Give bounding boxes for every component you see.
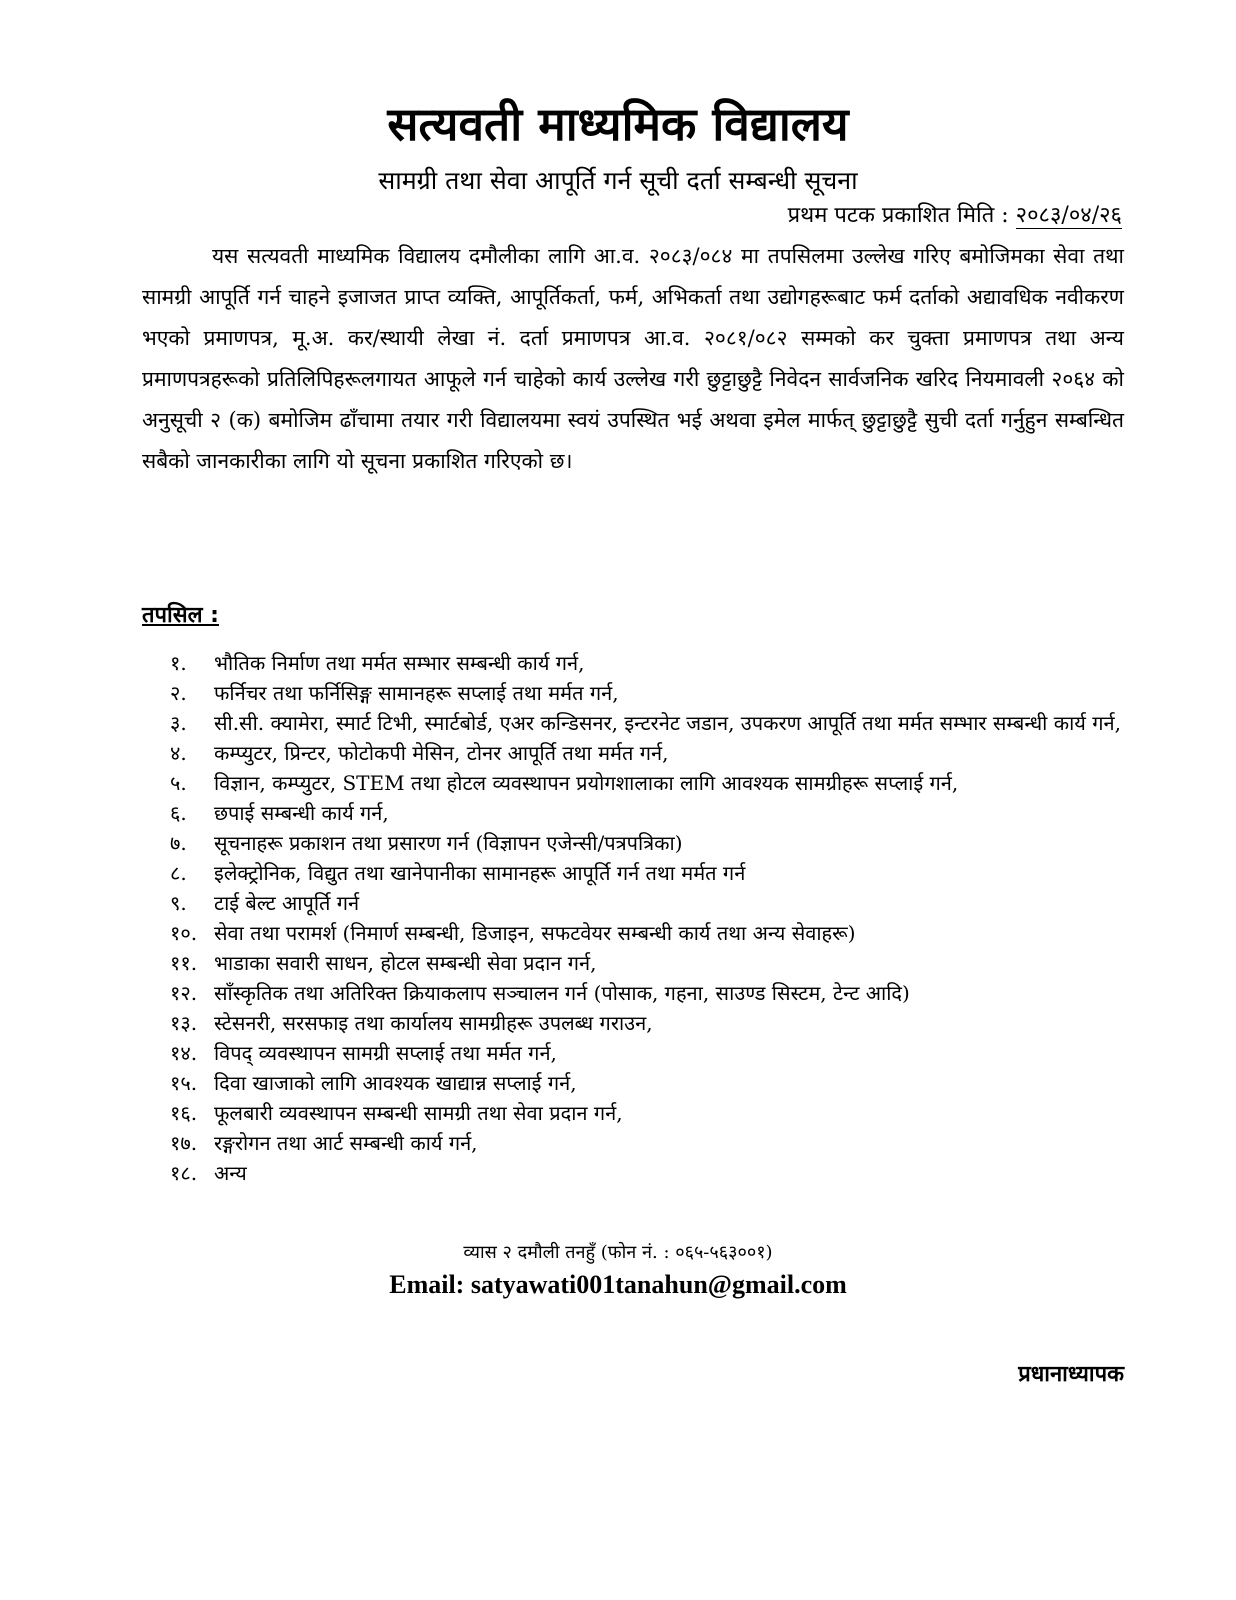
list-item-text: सेवा तथा परामर्श (निमार्ण सम्बन्धी, डिजाइन, सफटवेयर सम्बन्धी कार्य तथा अन्य सेवाहरू) [214, 921, 856, 945]
list-item [170, 978, 1130, 1008]
list-item [170, 1068, 1130, 1098]
list-item [170, 918, 1130, 948]
list-item-text: विज्ञान, कम्प्युटर, STEM तथा होटल व्यवस्थापन प्रयोगशालाका लागि आवश्यक सामग्रीहरू सप्लाई गर्न, [214, 771, 959, 795]
list-item-number: ४. [170, 741, 187, 765]
list-item [170, 648, 1130, 678]
list-item [170, 948, 1130, 978]
list-item [170, 708, 1130, 738]
list-item-text: भौतिक निर्माण तथा मर्मत सम्भार सम्बन्धी कार्य गर्न, [214, 651, 585, 675]
list-item-number: १८. [170, 1161, 198, 1185]
list-item-number: १३. [170, 1011, 198, 1035]
list-item-text: फर्निचर तथा फर्निसिङ्ग सामानहरू सप्लाई तथा मर्मत गर्न, [214, 681, 619, 705]
tapasil-heading: तपसिल : [142, 603, 219, 628]
list-item-number: १५. [170, 1071, 198, 1095]
list-item-text: विपद् व्यवस्थापन सामग्री सप्लाई तथा मर्मत गर्न, [214, 1041, 557, 1065]
list-item [170, 828, 1130, 858]
list-item-number: १०. [170, 921, 198, 945]
list-item-text: फूलबारी व्यवस्थापन सम्बन्धी सामग्री तथा सेवा प्रदान गर्न, [214, 1101, 623, 1125]
list-item-number: १४. [170, 1041, 198, 1065]
list-item [170, 1038, 1130, 1068]
publication-date-line [788, 201, 1122, 231]
list-item-text: दिवा खाजाको लागि आवश्यक खाद्यान्न सप्लाई गर्न, [214, 1071, 577, 1095]
school-title: सत्यवती माध्यमिक विद्यालय [387, 97, 849, 151]
list-item-number: २. [170, 681, 187, 705]
list-item-text: रङ्गरोगन तथा आर्ट सम्बन्धी कार्य गर्न, [214, 1131, 478, 1155]
list-item [170, 888, 1130, 918]
list-item-number: ७. [170, 831, 187, 855]
list-item [170, 1158, 1130, 1188]
list-item-text: अन्य [214, 1161, 247, 1185]
list-item-number: ६. [170, 801, 187, 825]
list-item [170, 1098, 1130, 1128]
list-item-number: १२. [170, 981, 198, 1005]
signature-title: प्रधानाध्यापक [1018, 1362, 1124, 1387]
list-item [170, 768, 1130, 798]
notice-subtitle: सामग्री तथा सेवा आपूर्ति गर्न सूची दर्ता सम्बन्धी सूचना [378, 166, 858, 195]
list-item [170, 1128, 1130, 1158]
list-item-text: भाडाका सवारी साधन, होटल सम्बन्धी सेवा प्रदान गर्न, [214, 951, 597, 975]
list-item-number: ९. [170, 891, 187, 915]
list-item-number: १. [170, 651, 187, 675]
list-item-number: १७. [170, 1131, 198, 1155]
list-item-number: ३. [170, 711, 187, 735]
list-item-text: सी.सी. क्यामेरा, स्मार्ट टिभी, स्मार्टबोर्ड, एअर कन्डिसनर, इन्टरनेट जडान, उपकरण आपूर्ति तथा मर्मत सम्भार सम्बन्धी कार्य गर्न, [214, 711, 1121, 735]
list-item [170, 798, 1130, 828]
list-item-text: टाई बेल्ट आपूर्ति गर्न [214, 891, 360, 915]
list-item [170, 678, 1130, 708]
list-item-text: कम्प्युटर, प्रिन्टर, फोटोकपी मेसिन, टोनर आपूर्ति तथा मर्मत गर्न, [214, 741, 669, 765]
publication-date-label: प्रथम पटक प्रकाशित मिति : [787, 203, 1016, 228]
list-item-number: १६. [170, 1101, 198, 1125]
list-item-text: साँस्कृतिक तथा अतिरिक्त क्रियाकलाप सञ्चालन गर्न (पोसाक, गहना, साउण्ड सिस्टम, टेन्ट आदि) [214, 981, 910, 1005]
list-item [170, 858, 1130, 888]
list-item-text: स्टेसनरी, सरसफाइ तथा कार्यालय सामग्रीहरू उपलब्ध गराउन, [214, 1011, 653, 1035]
publication-date-value: २०८३/०४/२६ [1015, 203, 1122, 228]
service-list [170, 648, 1130, 1188]
contact-email: Email: satyawati001tanahun@gmail.com [389, 1270, 847, 1299]
list-item-number: ५. [170, 771, 187, 795]
list-item [170, 1008, 1130, 1038]
list-item-text: सूचनाहरू प्रकाशन तथा प्रसारण गर्न (विज्ञापन एजेन्सी/पत्रपत्रिका) [214, 831, 683, 855]
list-item-number: ११. [170, 951, 198, 975]
list-item-text: छपाई सम्बन्धी कार्य गर्न, [214, 801, 389, 825]
list-item-number: ८. [170, 861, 187, 885]
notice-body-paragraph: यस सत्यवती माध्यमिक विद्यालय दमौलीका लागि आ.व. २०८३/०८४ मा तपसिलमा उल्लेख गरिए बमोजिमका सेवा तथा सामग्री आपूर्ति गर्न चाहने इजाजत प्राप्त व्यक्ति, आपूर्तिकर्ता, फर्म, अभिकर्ता तथा उद्योगहरूबाट फर्म दर्ताको अद्यावधिक नवीकरण भएको प्रमाणपत्र, मू.अ. कर/स्थायी लेखा नं. दर्ता प्रमाणपत्र आ.व. २०८१/०८२ सम्मको कर चुक्ता प्रमाणपत्र तथा अन्य प्रमाणपत्रहरूको प्रतिलिपिहरूलगायत आफूले गर्न चाहेको कार्य उल्लेख गरी छुट्टाछुट्टै निवेदन सार्वजनिक खरिद नियमावली २०६४ को अनुसूची २ (क) बमोजिम ढाँचामा तयार गरी विद्यालयमा स्वयं उपस्थित भई अथवा इमेल मार्फत् छुट्टाछुट्टै सुची दर्ता गर्नुहुन सम्बन्धित सबैको जानकारीका लागि यो सूचना प्रकाशित गरिएको छ। [142, 244, 1124, 473]
contact-address: व्यास २ दमौली तनहुँ (फोन नं. : ०६५-५६३००१) [463, 1242, 773, 1263]
list-item-text: इलेक्ट्रोनिक, विद्युत तथा खानेपानीका सामानहरू आपूर्ति गर्न तथा मर्मत गर्न [214, 861, 746, 885]
list-item [170, 738, 1130, 768]
